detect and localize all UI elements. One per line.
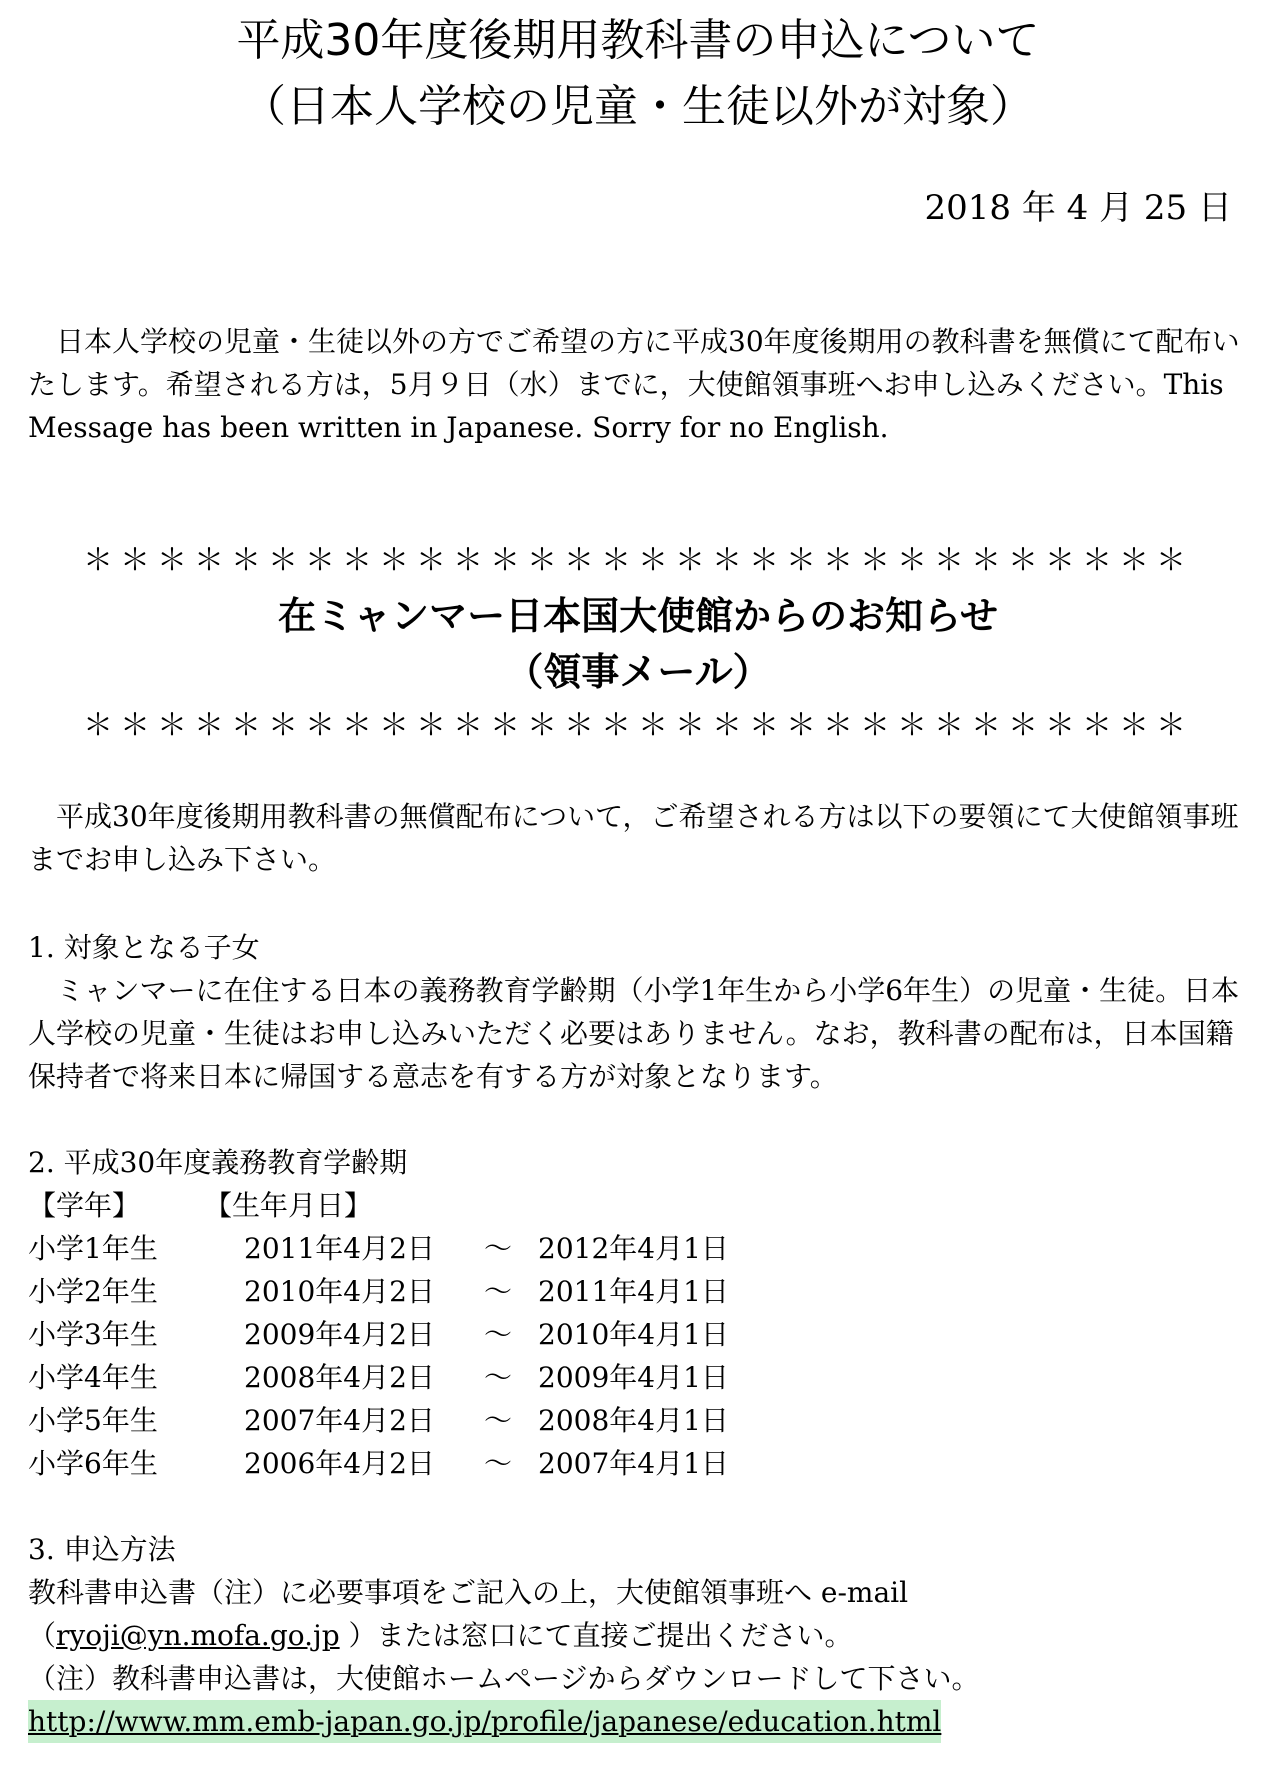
grade-name: 小学6年生 — [28, 1447, 158, 1480]
birth-end: 2011年4月1日 — [538, 1275, 729, 1308]
section3-instruction: 教科書申込書（注）に必要事項をご記入の上，大使館領事班へ e-mail — [28, 1576, 909, 1609]
consular-mail-heading: （領事メール） — [505, 650, 771, 694]
section3-note: （注）教科書申込書は，大使館ホームページからダウンロードして下さい。 — [28, 1662, 980, 1695]
section3-email-line — [28, 1614, 853, 1657]
grade-column-header: 【学年】 — [28, 1189, 141, 1222]
section1-body: ミャンマーに在住する日本の義務教育学齢期（小学1年生から小学6年生）の児童・生徒。日本人学校の児童・生徒はお申し込みいただく必要はありません。なお，教科書の配布は，日本国籍保持者で将来日本に帰国する意志を有する方が対象となります。 — [28, 974, 1240, 1093]
range-separator: ～ — [484, 1232, 513, 1265]
grade-row — [28, 1227, 828, 1270]
birthdate-column-header: 【生年月日】 — [204, 1189, 373, 1222]
document-title-line1: 平成30年度後期用教科書の申込について — [236, 15, 1040, 66]
grade-row — [28, 1270, 828, 1313]
email-line-rest: ）または窓口にて直接ご提出ください。 — [339, 1619, 853, 1652]
section3-title: 3. 申込方法 — [28, 1533, 176, 1566]
body-paragraph: 平成30年度後期用教科書の無償配布について，ご希望される方は以下の要領にて大使館領事班までお申し込み下さい。 — [28, 800, 1239, 876]
range-separator: ～ — [484, 1275, 513, 1308]
range-separator: ～ — [484, 1404, 513, 1437]
email-link[interactable]: ryoji@yn.mofa.go.jp — [56, 1619, 340, 1652]
birth-start: 2011年4月2日 — [244, 1232, 435, 1265]
education-page-link[interactable]: http://www.mm.emb-japan.go.jp/profile/japanese/education.html — [28, 1700, 941, 1743]
range-separator: ～ — [484, 1318, 513, 1351]
grade-table — [28, 1227, 828, 1485]
section1-title: 1. 対象となる子女 — [28, 931, 260, 964]
issue-date: 2018 年 4 月 25 日 — [924, 188, 1232, 228]
birth-end: 2008年4月1日 — [538, 1404, 729, 1437]
grade-name: 小学1年生 — [28, 1232, 158, 1265]
birth-start: 2009年4月2日 — [244, 1318, 435, 1351]
grade-name: 小学3年生 — [28, 1318, 158, 1351]
embassy-notice-heading: 在ミャンマー日本国大使館からのお知らせ — [277, 594, 999, 638]
birth-end: 2009年4月1日 — [538, 1361, 729, 1394]
document-title-line2: （日本人学校の児童・生徒以外が対象） — [242, 81, 1034, 132]
grade-row — [28, 1356, 828, 1399]
birth-start: 2008年4月2日 — [244, 1361, 435, 1394]
section2-title: 2. 平成30年度義務教育学齢期 — [28, 1146, 408, 1179]
birth-start: 2007年4月2日 — [244, 1404, 435, 1437]
star-divider-top: ＊＊＊＊＊＊＊＊＊＊＊＊＊＊＊＊＊＊＊＊＊＊＊＊＊＊＊＊＊＊ — [83, 543, 1193, 578]
email-paren-open: （ — [28, 1619, 57, 1652]
birth-end: 2010年4月1日 — [538, 1318, 729, 1351]
grade-name: 小学2年生 — [28, 1275, 158, 1308]
grade-name: 小学5年生 — [28, 1404, 158, 1437]
birth-end: 2012年4月1日 — [538, 1232, 729, 1265]
birth-end: 2007年4月1日 — [538, 1447, 729, 1480]
birth-start: 2010年4月2日 — [244, 1275, 435, 1308]
grade-row — [28, 1442, 828, 1485]
grade-name: 小学4年生 — [28, 1361, 158, 1394]
range-separator: ～ — [484, 1447, 513, 1480]
star-divider-bottom: ＊＊＊＊＊＊＊＊＊＊＊＊＊＊＊＊＊＊＊＊＊＊＊＊＊＊＊＊＊＊ — [83, 708, 1193, 743]
grade-row — [28, 1399, 828, 1442]
grade-row — [28, 1313, 828, 1356]
intro-paragraph: 日本人学校の児童・生徒以外の方でご希望の方に平成30年度後期用の教科書を無償にて配布いたします。希望される方は，5月９日（水）までに，大使館領事班へお申し込みください。This Message has been written in Japanese. Sorry for no English. — [28, 325, 1240, 444]
range-separator: ～ — [484, 1361, 513, 1394]
birth-start: 2006年4月2日 — [244, 1447, 435, 1480]
